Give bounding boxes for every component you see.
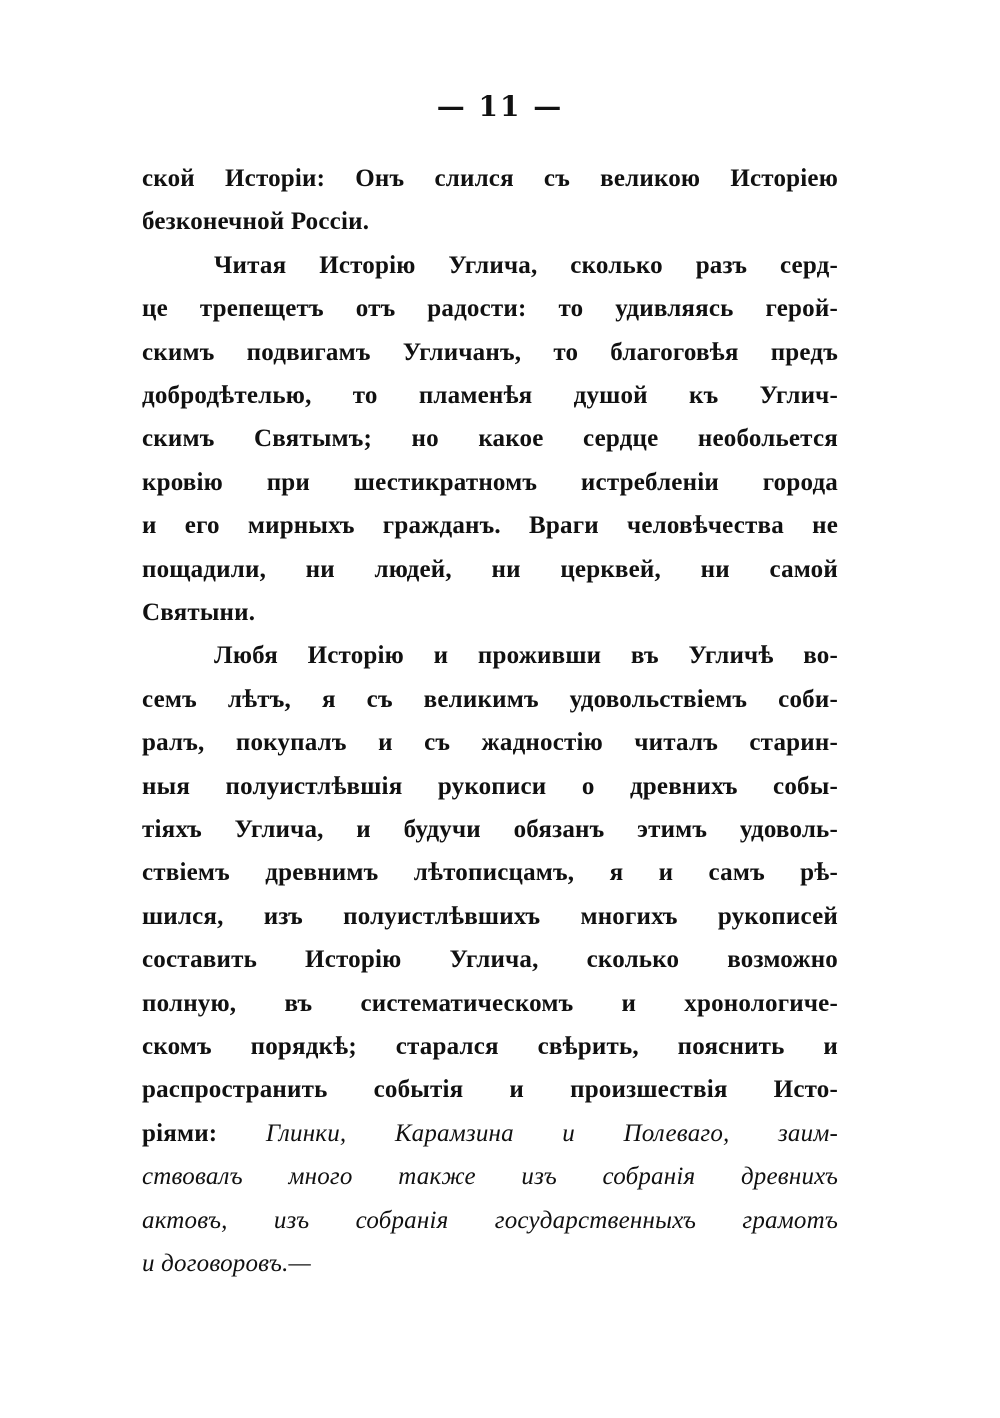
- text-line: [142, 987, 838, 1021]
- text-roman: це трепещетъ отъ радости: то удивляясь герой-: [142, 295, 838, 323]
- text-italic: ствовалъ много также изъ собранія древнихъ: [142, 1163, 838, 1191]
- text-line: [142, 813, 838, 847]
- text-line: [142, 683, 838, 717]
- text-roman: тіяхъ Углича, и будучи обязанъ этимъ удоволь-: [142, 816, 838, 843]
- text-line: [142, 1030, 838, 1064]
- text-roman: шился, изъ полуистлѣвшихъ многихъ рукописей: [142, 902, 838, 930]
- text-line: [142, 292, 838, 326]
- text-line: [142, 770, 838, 804]
- text-line: [142, 1073, 838, 1107]
- text-roman: полную, въ систематическомъ и хронологиче-: [142, 989, 838, 1017]
- text-roman: ріями:: [142, 1119, 266, 1147]
- text-line: [142, 249, 838, 283]
- text-line: [142, 856, 838, 890]
- text-line: [142, 422, 838, 456]
- text-line: [142, 1247, 838, 1281]
- text-line: [142, 1117, 838, 1151]
- text-roman: и его мирныхъ гражданъ. Враги человѣчества не: [142, 512, 838, 540]
- text-italic: и договоровъ.—: [142, 1250, 311, 1277]
- text-italic: Глинки, Карамзина и Полеваго, заим-: [265, 1119, 838, 1147]
- text-roman: распространить событія и произшествія Исто-: [142, 1076, 838, 1104]
- text-roman: ской Исторіи: Онъ слился съ великою Исторіею: [142, 165, 838, 192]
- text-line: [142, 639, 838, 673]
- text-roman: безконечной Россіи.: [142, 208, 370, 236]
- text-line: [142, 726, 838, 760]
- text-line: [142, 466, 838, 500]
- text-line: [142, 379, 838, 413]
- text-roman: Читая Исторію Углича, сколько разъ серд-: [214, 251, 838, 279]
- text-roman: Любя Исторію и проживши въ Угличѣ во-: [214, 642, 838, 670]
- text-roman: Святыни.: [142, 599, 256, 626]
- text-italic: актовъ, изъ собранія государственныхъ грамотъ: [142, 1206, 838, 1234]
- text-roman: скимъ Святымъ; но какое сердце необольется: [142, 425, 838, 453]
- text-roman: составить Исторію Углича, сколько возможно: [142, 946, 838, 974]
- text-roman: ныя полуистлѣвшія рукописи о древнихъ собы-: [142, 772, 838, 800]
- text-line: [142, 943, 838, 977]
- text-line: [142, 1160, 838, 1194]
- text-roman: семъ лѣтъ, я съ великимъ удовольствіемъ соби-: [142, 685, 838, 713]
- page-number: — 11 —: [436, 90, 564, 123]
- text-roman: ствіемъ древнимъ лѣтописцамъ, я и самъ рѣ-: [142, 859, 838, 887]
- text-line: [142, 1204, 838, 1238]
- text-roman: скимъ подвигамъ Угличанъ, то благоговѣя предъ: [142, 338, 838, 366]
- text-line: [142, 900, 838, 934]
- text-roman: добродѣтелью, то пламенѣя душой къ Углич-: [142, 382, 838, 409]
- text-roman: кровію при шестикратномъ истребленіи города: [142, 468, 838, 496]
- text-line: [142, 553, 838, 587]
- text-line: [142, 162, 838, 196]
- text-roman: ралъ, покупалъ и съ жадностію читалъ старин-: [142, 729, 838, 757]
- text-roman: пощадили, ни людей, ни церквей, ни самой: [142, 555, 838, 583]
- text-line: [142, 205, 838, 239]
- text-line: [142, 336, 838, 370]
- text-roman: скомъ порядкѣ; старался свѣрить, пояснить и: [142, 1033, 838, 1060]
- text-line: [142, 509, 838, 543]
- text-line: [142, 596, 838, 630]
